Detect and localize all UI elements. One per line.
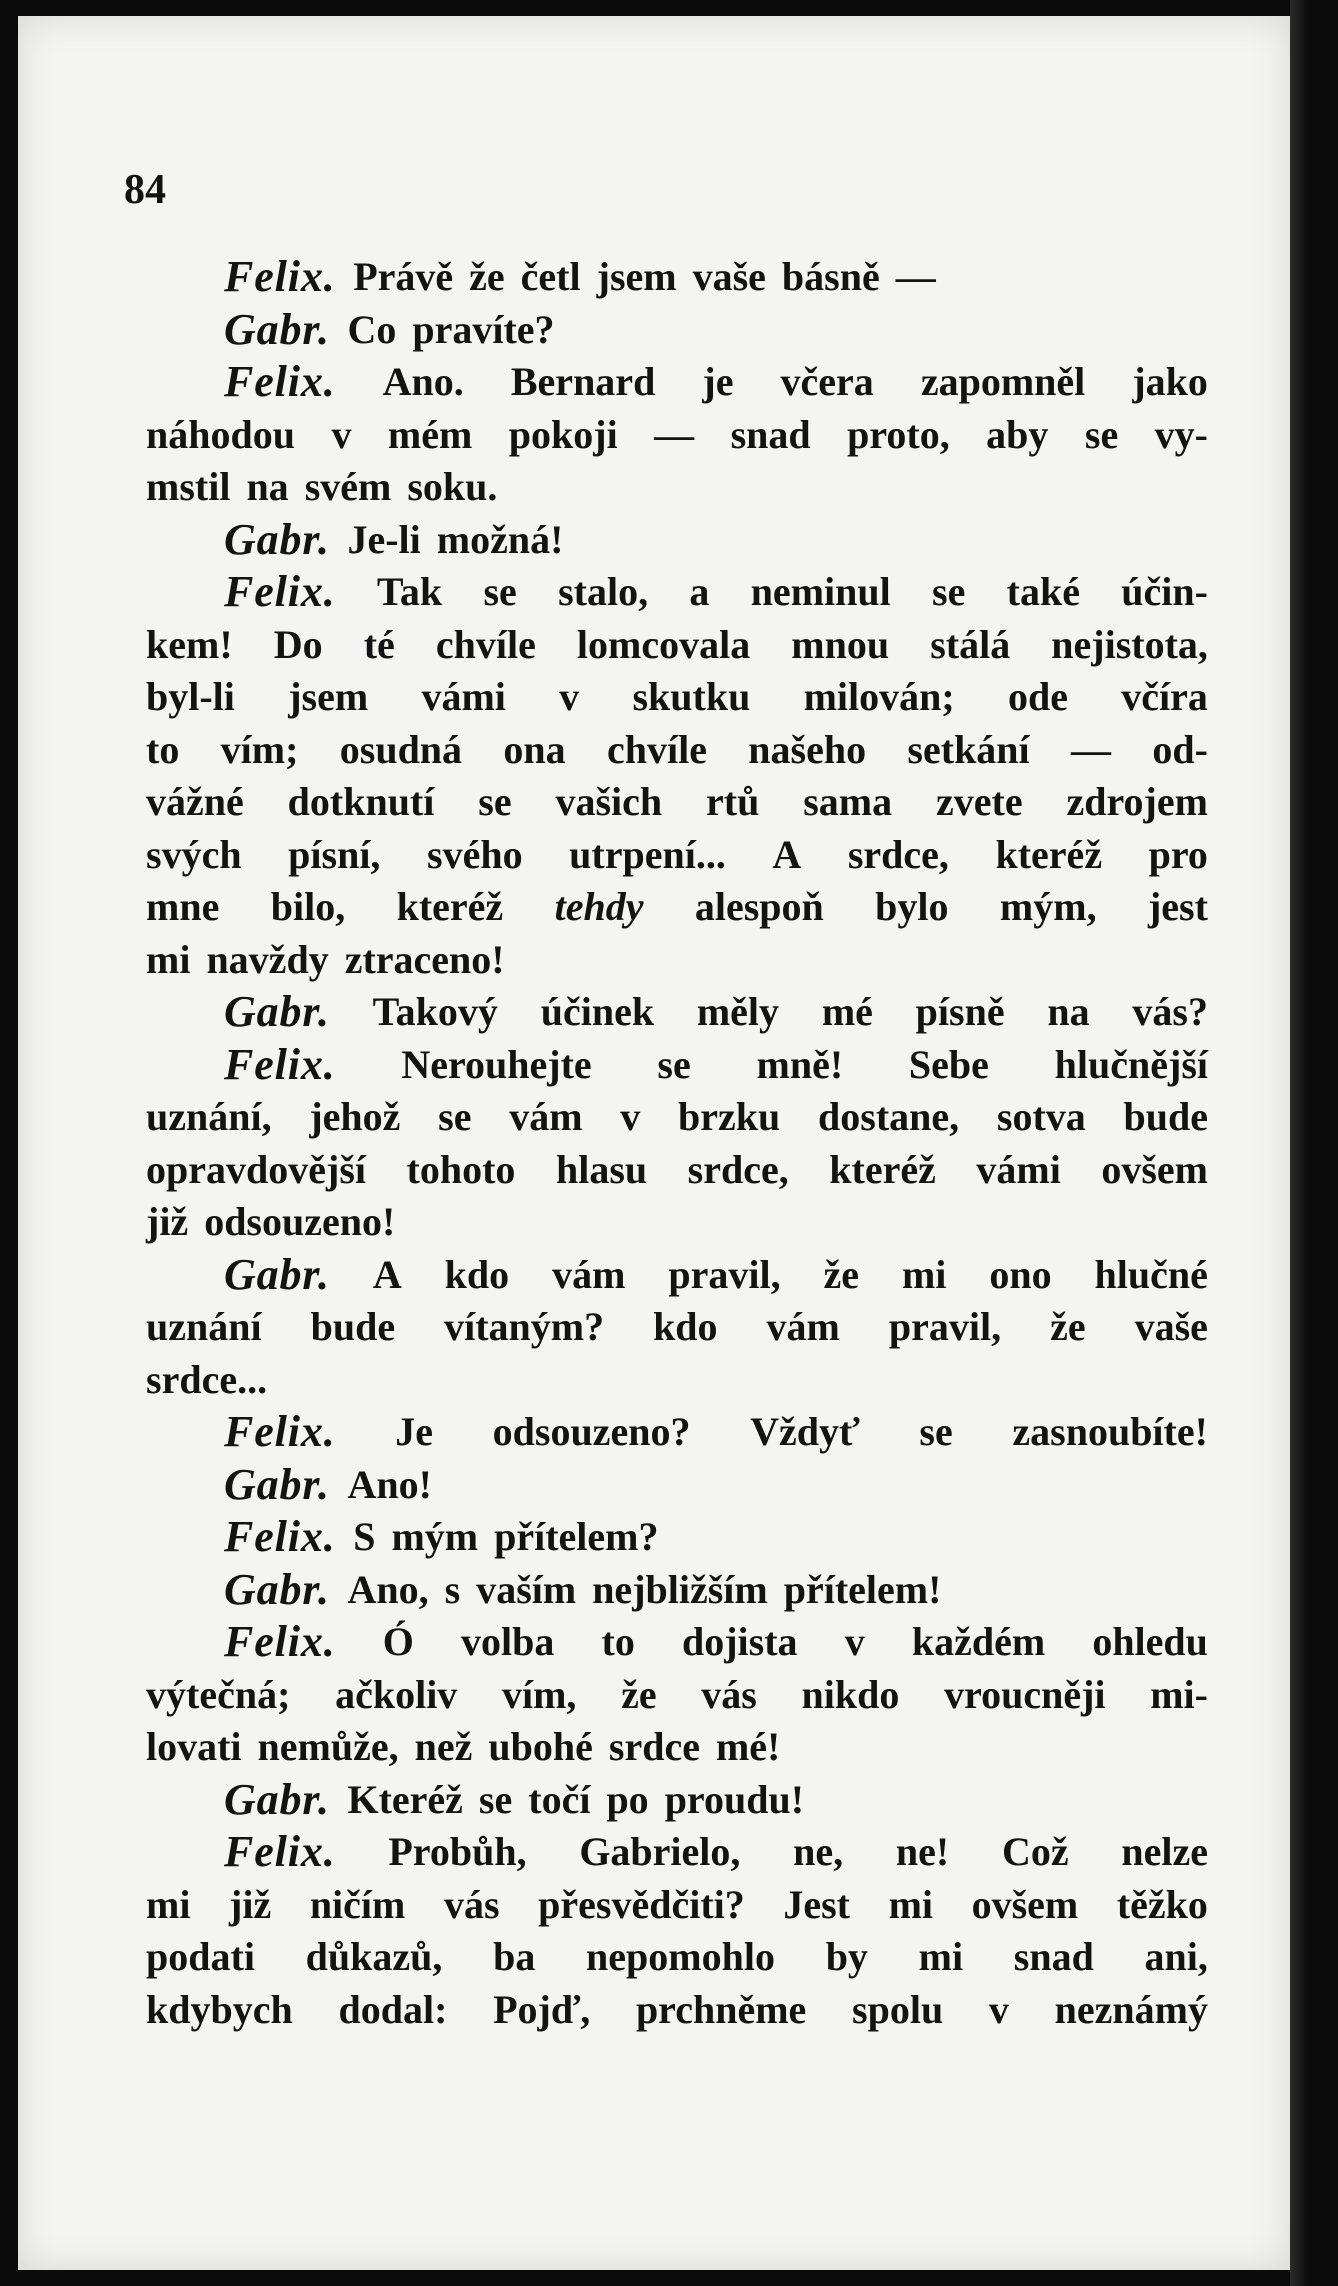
word: A [772, 831, 802, 877]
word: kdo [444, 1251, 510, 1297]
word: Co [347, 306, 397, 352]
word: měly [696, 989, 780, 1034]
text-line [146, 409, 1208, 462]
word: našeho [748, 726, 867, 772]
word: srdce, [847, 831, 949, 877]
text-line [146, 671, 1208, 724]
speaker-name: Gabr. [224, 304, 330, 354]
text-line [146, 1249, 1208, 1302]
speaker-name: Gabr. [224, 1774, 330, 1824]
word: po [606, 1776, 649, 1822]
word: mým, [999, 884, 1097, 929]
word: ode [1008, 674, 1068, 719]
word: zasnoubíte! [1012, 1409, 1208, 1454]
word: — [654, 411, 695, 457]
word: Sebe [908, 1041, 989, 1087]
word: A [372, 1251, 402, 1297]
text-line [146, 881, 1208, 934]
text-line [146, 1196, 1208, 1249]
text-line [146, 1511, 1208, 1564]
word: nejbližším [592, 1566, 768, 1612]
word: sama [803, 779, 893, 824]
word: kteréž [995, 831, 1103, 877]
word: chvíle [606, 726, 707, 772]
word: bilo, [270, 884, 346, 929]
word: mi [901, 1251, 947, 1297]
word: Což [1001, 1829, 1069, 1874]
word: srdce... [146, 1356, 268, 1402]
word: bylo [875, 884, 949, 929]
word: svém [304, 464, 392, 509]
word: vás? [1132, 989, 1208, 1034]
word: také [1006, 569, 1080, 614]
word: Vždyť [750, 1409, 860, 1454]
word: proto, [847, 411, 950, 457]
text-line [146, 1774, 1208, 1827]
word: aby [986, 411, 1049, 457]
word: utrpení... [569, 831, 726, 877]
word: skutku [632, 674, 751, 719]
text-line [146, 1931, 1208, 1984]
word: alespoň [694, 884, 824, 929]
word: Do [273, 621, 323, 667]
word: vítaným? [444, 1304, 605, 1349]
word: vážné [146, 779, 244, 824]
word: Ano. [382, 359, 464, 404]
text-line [146, 514, 1208, 567]
word: lomcovala [576, 621, 751, 667]
text-line [146, 1616, 1208, 1669]
word: mně! [756, 1041, 844, 1087]
word: důkazů, [305, 1934, 443, 1979]
word: mým [391, 1514, 479, 1559]
word: setkání [907, 726, 1030, 772]
word: dotknutí [287, 779, 435, 824]
emphasis: tehdy [554, 884, 644, 929]
word: než [414, 1724, 473, 1769]
word: pokoji [508, 411, 618, 457]
word: té [363, 621, 395, 667]
word: ohledu [1092, 1619, 1208, 1664]
word: neminul [750, 569, 891, 614]
word: ubohé [488, 1724, 593, 1769]
word: vašich [555, 779, 663, 824]
word: mi [918, 1934, 964, 1979]
text-line [146, 829, 1208, 882]
word: včera [780, 359, 874, 404]
word: četl [520, 254, 581, 299]
word: kdybych [146, 1986, 293, 2032]
word: možná! [436, 516, 564, 562]
word: se [478, 1776, 513, 1822]
word: Kteréž [347, 1776, 463, 1822]
word: zapomněl [920, 359, 1086, 404]
word: s [444, 1566, 461, 1612]
text-line [146, 356, 1208, 409]
scan-edge [1290, 0, 1338, 2286]
book-page [18, 16, 1290, 2270]
word: mém [387, 411, 473, 457]
word: nepomohlo [586, 1934, 775, 1979]
word: účinek [540, 989, 655, 1034]
word: snad [730, 411, 811, 457]
text-line [146, 1826, 1208, 1879]
word: stálá [930, 621, 1011, 667]
word: písní, [288, 831, 381, 877]
word: v [844, 1619, 865, 1664]
word: ba [493, 1934, 536, 1979]
word: nikdo [801, 1671, 900, 1717]
word: v [988, 1986, 1009, 2032]
word: básně [781, 254, 880, 299]
word: výtečná; [146, 1671, 291, 1717]
word: že [1050, 1304, 1086, 1349]
word: v [559, 674, 580, 719]
word: uznání, [146, 1094, 272, 1139]
word: navždy [206, 936, 329, 982]
word: milován; [803, 674, 955, 719]
word: jehož [309, 1094, 401, 1139]
text-line [146, 1406, 1208, 1459]
word: již [229, 1881, 272, 1927]
word: pravíte? [412, 306, 555, 352]
text-line [146, 251, 1208, 304]
word: mi [146, 936, 191, 982]
speaker-name: Gabr. [224, 1564, 330, 1614]
word: snad [1013, 1934, 1094, 1979]
text-line [146, 1879, 1208, 1932]
text-line [146, 1301, 1208, 1354]
word: soku. [407, 464, 498, 509]
word: bude [1123, 1094, 1208, 1139]
word: ačkoliv [335, 1671, 458, 1717]
word: zvete [936, 779, 1023, 824]
word: mne [146, 884, 220, 929]
word: od- [1152, 726, 1208, 772]
word: nelze [1121, 1829, 1208, 1874]
word: vroucněji [944, 1671, 1106, 1717]
word: srdce, [687, 1146, 789, 1192]
word: že [621, 1671, 657, 1717]
text-line [146, 1721, 1208, 1774]
word: vám [509, 1094, 583, 1139]
word: pravil, [668, 1251, 781, 1297]
word: přítelem! [783, 1566, 942, 1612]
text-line [146, 1144, 1208, 1197]
word: náhodou [146, 411, 295, 457]
word: bude [310, 1304, 396, 1349]
word: by [825, 1934, 868, 1979]
word: neznámý [1054, 1986, 1208, 2032]
text-line [146, 1459, 1208, 1512]
text-line [146, 724, 1208, 777]
speaker-name: Felix. [224, 252, 336, 301]
text-line [146, 1039, 1208, 1092]
word: Probůh, [388, 1829, 527, 1874]
word: proudu! [664, 1776, 805, 1822]
text-line [146, 1669, 1208, 1722]
text-line [146, 934, 1208, 987]
word: je [702, 359, 734, 404]
word: a [689, 569, 710, 614]
word: S [353, 1514, 376, 1559]
dialogue-text [146, 251, 1208, 2036]
text-line [146, 461, 1208, 514]
word: se [932, 569, 966, 614]
word: osudná [339, 726, 463, 772]
speaker-name: Felix. [224, 1827, 336, 1876]
word: přesvědčiti? [538, 1881, 745, 1927]
word: vámi [976, 1146, 1061, 1192]
speaker-name: Gabr. [224, 1249, 330, 1299]
word: že [469, 254, 505, 299]
word: písně [915, 989, 1005, 1034]
speaker-name: Felix. [224, 357, 336, 406]
word: se [657, 1041, 691, 1087]
text-line [146, 1564, 1208, 1617]
word: vás [443, 1881, 500, 1927]
word: mstil [146, 464, 231, 509]
word: točí [528, 1776, 591, 1822]
text-line [146, 619, 1208, 672]
word: jsem [288, 674, 369, 719]
text-line [146, 1354, 1208, 1407]
word: — [895, 254, 936, 299]
word: pro [1148, 831, 1208, 877]
word: dodal: [338, 1986, 448, 2032]
word: odsouzeno! [204, 1199, 396, 1244]
word: mi [888, 1881, 934, 1927]
word: se [483, 569, 517, 614]
word: včíra [1121, 674, 1208, 719]
word: ovšem [1101, 1146, 1208, 1192]
word: ono [989, 1251, 1052, 1297]
word: prchněme [635, 1986, 807, 2032]
word: vím; [220, 726, 299, 772]
word: Ó [382, 1619, 414, 1664]
word: mé! [715, 1724, 781, 1769]
word: Je [395, 1409, 433, 1454]
word: Tak [376, 569, 443, 614]
word: hlučné [1094, 1251, 1208, 1297]
word: brzku [678, 1094, 781, 1139]
word: vás [701, 1671, 757, 1717]
word: to [146, 726, 180, 772]
word: ne, [793, 1829, 844, 1874]
word: lovati [146, 1724, 242, 1769]
word: odsouzeno? [492, 1409, 691, 1454]
word: ani, [1144, 1934, 1208, 1979]
word: vaším [476, 1566, 577, 1612]
text-line [146, 566, 1208, 619]
word: dojista [681, 1619, 798, 1664]
word: nejistota, [1051, 621, 1208, 667]
word: Ano, [347, 1566, 429, 1612]
word: v [331, 411, 352, 457]
word: ona [503, 726, 566, 772]
word: vy- [1154, 411, 1208, 457]
word: Jest [783, 1881, 850, 1927]
word: podati [146, 1934, 255, 1979]
word: jest [1147, 884, 1208, 929]
word: Bernard [510, 359, 656, 404]
word: kem! [146, 621, 233, 667]
word: zdrojem [1066, 779, 1208, 824]
word: se [1084, 411, 1119, 457]
text-line [146, 304, 1208, 357]
word: že [823, 1251, 860, 1297]
word: — [1071, 726, 1111, 772]
word: Pojď, [493, 1986, 591, 2032]
word: mi- [1150, 1671, 1208, 1717]
speaker-name: Felix. [224, 1512, 336, 1561]
word: mi [146, 1881, 191, 1927]
word: mnou [791, 621, 890, 667]
word: kteréž [829, 1146, 936, 1192]
word: Takový [372, 989, 498, 1034]
word: kdo [653, 1304, 718, 1349]
word: ztraceno! [344, 936, 505, 982]
word: účin- [1121, 569, 1208, 614]
word: sotva [996, 1094, 1086, 1139]
word: pravil, [888, 1304, 1002, 1349]
word: Ano! [347, 1461, 432, 1507]
speaker-name: Gabr. [224, 987, 330, 1036]
word: mé [821, 989, 873, 1034]
word: vaše [1134, 1304, 1208, 1349]
speaker-name: Felix. [224, 1407, 336, 1456]
word: v [620, 1094, 641, 1139]
word: ničím [309, 1881, 406, 1927]
word: to [601, 1619, 635, 1664]
speaker-name: Gabr. [224, 1459, 330, 1509]
word: jako [1132, 359, 1208, 404]
text-line [146, 986, 1208, 1039]
text-line [146, 1984, 1208, 2037]
word: se [919, 1409, 953, 1454]
word: byl-li [146, 674, 235, 719]
word: se [438, 1094, 472, 1139]
word: Gabrielo, [579, 1829, 741, 1874]
word: se [478, 779, 512, 824]
word: každém [911, 1619, 1046, 1664]
word: hlasu [555, 1146, 648, 1192]
word: vám [766, 1304, 840, 1349]
word: vím, [501, 1671, 577, 1717]
word: uznání [146, 1304, 262, 1349]
word: volba [461, 1619, 555, 1664]
word: ovšem [971, 1881, 1079, 1927]
word: Nerouhejte [401, 1041, 592, 1087]
speaker-name: Felix. [224, 1039, 336, 1089]
word: hlučnější [1054, 1041, 1208, 1087]
word: jsem [596, 254, 677, 299]
word: tohoto [406, 1146, 516, 1192]
word: přítelem? [494, 1514, 659, 1559]
word: opravdovější [146, 1146, 366, 1192]
word: spolu [852, 1986, 944, 2032]
word: vaše [692, 254, 766, 299]
word: stalo, [558, 569, 649, 614]
speaker-name: Felix. [224, 567, 336, 616]
word: vám [552, 1251, 626, 1297]
word: svých [146, 831, 242, 877]
word: dostane, [818, 1094, 960, 1139]
word: na [1047, 989, 1090, 1034]
word: těžko [1116, 1881, 1208, 1927]
page-number: 84 [124, 167, 166, 213]
speaker-name: Gabr. [224, 514, 330, 564]
word: Právě [353, 254, 454, 299]
word: srdce [608, 1724, 700, 1769]
word: chvíle [435, 621, 536, 667]
word: Je-li [347, 516, 421, 562]
speaker-name: Felix. [224, 1617, 336, 1666]
word: kteréž [396, 884, 504, 929]
word: vámi [421, 674, 506, 719]
word: na [246, 464, 289, 509]
word: již [146, 1199, 189, 1244]
word: svého [427, 831, 523, 877]
word: ne! [895, 1829, 950, 1874]
word: rtů [706, 779, 760, 824]
word: nemůže, [257, 1724, 399, 1769]
text-line [146, 776, 1208, 829]
text-line [146, 1091, 1208, 1144]
